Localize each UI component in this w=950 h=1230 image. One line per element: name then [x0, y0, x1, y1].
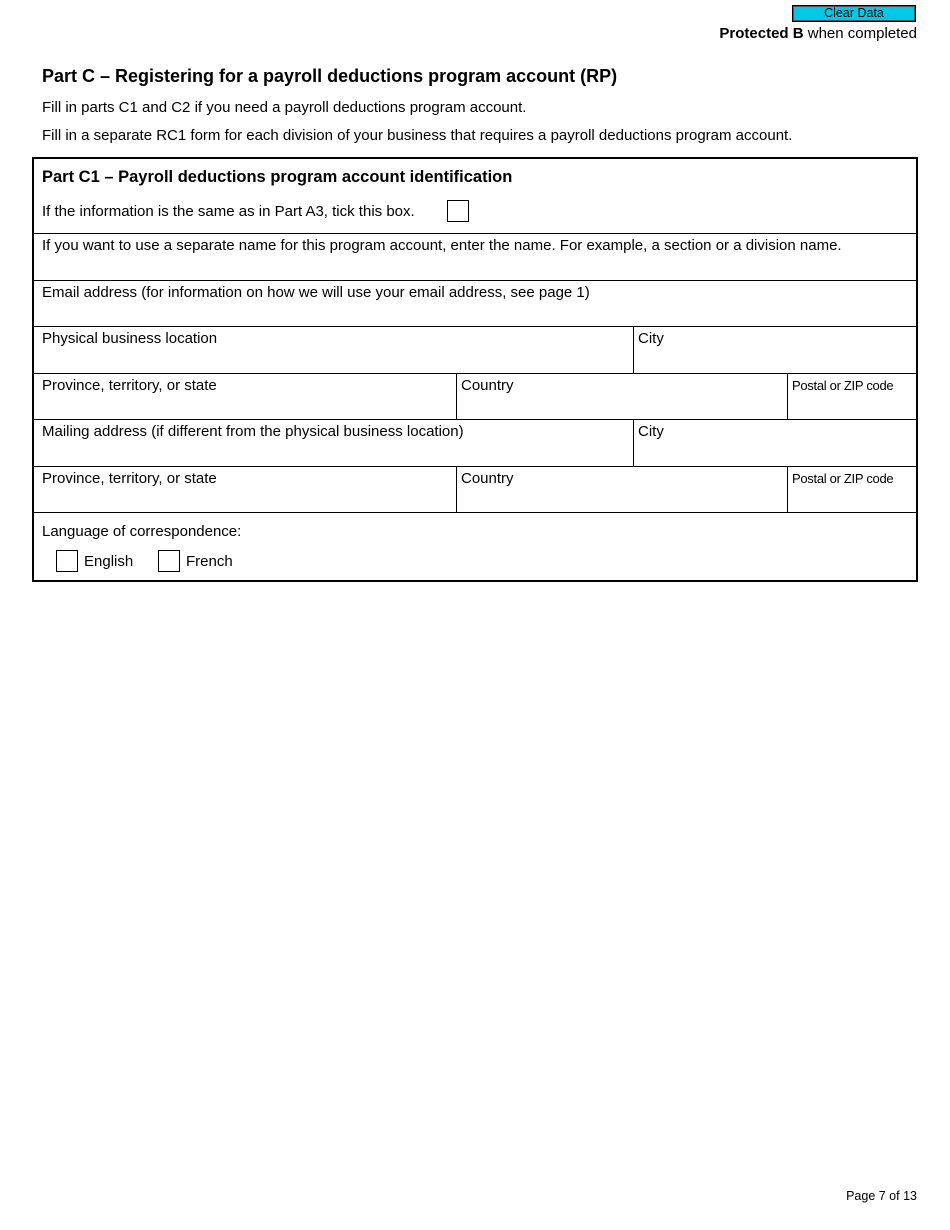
same-as-a3-checkbox[interactable]	[447, 200, 469, 222]
divider	[633, 419, 634, 466]
part-c-intro-2: Fill in a separate RC1 form for each division of your business that requires a payroll deductions program account.	[42, 127, 793, 144]
mailing-postal-input[interactable]	[792, 490, 912, 512]
divider	[34, 326, 916, 327]
divider	[34, 233, 916, 234]
mailing-province-label: Province, territory, or state	[42, 470, 217, 487]
part-c-intro-1: Fill in parts C1 and C2 if you need a payroll deductions program account.	[42, 99, 527, 116]
divider	[787, 373, 788, 419]
part-c-title: Part C – Registering for a payroll deductions program account (RP)	[42, 66, 618, 86]
physical-location-input[interactable]	[42, 350, 631, 372]
divider	[633, 326, 634, 373]
mailing-city-label: City	[638, 423, 664, 440]
same-as-a3-label: If the information is the same as in Part A3, tick this box.	[42, 203, 415, 220]
separate-name-label: If you want to use a separate name for this program account, enter the name. For example, a section or a division name.	[42, 237, 842, 254]
language-english-checkbox[interactable]	[56, 550, 78, 572]
protected-b-notice	[719, 25, 917, 43]
physical-city-input[interactable]	[638, 350, 912, 372]
physical-postal-input[interactable]	[792, 397, 912, 419]
mailing-country-input[interactable]	[461, 490, 785, 512]
mailing-city-input[interactable]	[638, 443, 912, 465]
divider	[456, 373, 457, 419]
physical-country-input[interactable]	[461, 397, 785, 419]
physical-province-label: Province, territory, or state	[42, 377, 217, 394]
physical-province-input[interactable]	[42, 397, 456, 419]
mailing-postal-label: Postal or ZIP code	[792, 471, 894, 486]
mailing-address-label: Mailing address (if different from the physical business location)	[42, 423, 464, 440]
physical-location-label: Physical business location	[42, 330, 218, 347]
protected-b-suffix: when completed	[803, 25, 917, 42]
language-french-label: French	[186, 553, 233, 570]
email-label: Email address (for information on how we will use your email address, see page 1)	[42, 284, 590, 301]
divider	[787, 466, 788, 512]
physical-country-label: Country	[461, 377, 514, 394]
physical-city-label: City	[638, 330, 664, 347]
page-number: Page 7 of 13	[846, 1189, 917, 1203]
part-c1-form	[32, 157, 918, 582]
divider	[34, 512, 916, 513]
divider	[34, 419, 916, 420]
protected-b-label: Protected B	[719, 25, 804, 42]
divider	[456, 466, 457, 512]
clear-data-button[interactable]: Clear Data	[792, 5, 916, 22]
mailing-address-input[interactable]	[42, 443, 631, 465]
divider	[34, 373, 916, 374]
language-label: Language of correspondence:	[42, 523, 242, 540]
separate-name-input[interactable]	[42, 257, 912, 279]
language-english-label: English	[84, 553, 134, 570]
divider	[34, 466, 916, 467]
physical-postal-label: Postal or ZIP code	[792, 378, 894, 393]
mailing-province-input[interactable]	[42, 490, 456, 512]
mailing-country-label: Country	[461, 470, 514, 487]
part-c1-title: Part C1 – Payroll deductions program account identification	[42, 168, 513, 186]
divider	[34, 280, 916, 281]
language-french-checkbox[interactable]	[158, 550, 180, 572]
email-input[interactable]	[42, 304, 912, 326]
